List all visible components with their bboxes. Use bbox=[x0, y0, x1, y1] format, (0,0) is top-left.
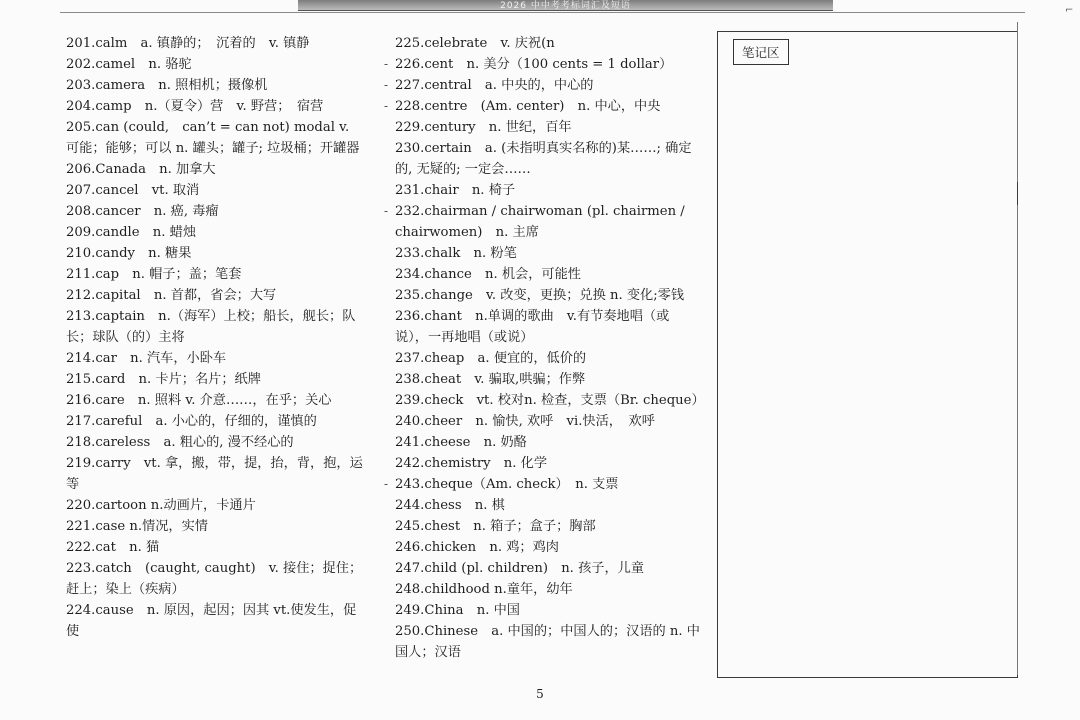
vocab-entry-text: 202.camel n. 骆驼 bbox=[66, 57, 192, 72]
vocab-entry bbox=[395, 579, 700, 600]
vocab-entry bbox=[66, 369, 366, 390]
vocab-entry bbox=[66, 159, 366, 180]
vocab-entry-text: 204.camp n.（夏令）营 v. 野营； 宿营 bbox=[66, 99, 324, 114]
vocab-entry bbox=[66, 600, 366, 642]
vocab-entry bbox=[395, 516, 700, 537]
vocab-entry bbox=[66, 264, 366, 285]
vocab-entry bbox=[395, 138, 700, 180]
vocab-entry-text: 218.careless a. 粗心的, 漫不经心的 bbox=[66, 435, 294, 450]
vocab-entry-text: 225.celebrate v. 庆祝(n bbox=[395, 36, 555, 51]
vocab-entry bbox=[384, 96, 700, 117]
vocab-entry bbox=[66, 306, 366, 348]
vocab-entry bbox=[395, 285, 700, 306]
vocab-entry-text: 229.century n. 世纪，百年 bbox=[395, 120, 572, 135]
vocab-entry-text: 227.central a. 中央的，中心的 bbox=[395, 78, 594, 93]
vocab-entry-text: 234.chance n. 机会，可能性 bbox=[395, 267, 581, 282]
vocab-entry-text: 232.chairman / chairwoman (pl. chairmen / chairwomen) n. 主席 bbox=[395, 204, 685, 240]
vocab-entry-text: 237.cheap a. 便宜的，低价的 bbox=[395, 351, 587, 366]
vocab-entry-text: 217.careful a. 小心的，仔细的，谨慎的 bbox=[66, 414, 317, 429]
vocab-entry-text: 245.chest n. 箱子；盒子；胸部 bbox=[395, 519, 596, 534]
margin-mark: - bbox=[384, 99, 389, 113]
vocab-entry bbox=[66, 495, 366, 516]
vocab-entry-text: 240.cheer n. 愉快, 欢呼 vi.快活， 欢呼 bbox=[395, 414, 655, 429]
vocab-entry bbox=[66, 96, 366, 117]
vocab-entry bbox=[395, 411, 700, 432]
vocab-entry-text: 216.care n. 照料 v. 介意……，在乎；关心 bbox=[66, 393, 332, 408]
vocab-entry-text: 233.chalk n. 粉笔 bbox=[395, 246, 517, 261]
vocab-entry-text: 214.car n. 汽车，小卧车 bbox=[66, 351, 227, 366]
vocab-entry-text: 224.cause n. 原因，起因；因其 vt.使发生，促使 bbox=[66, 603, 357, 639]
vocab-entry-text: 210.candy n. 糖果 bbox=[66, 246, 192, 261]
vocab-entry bbox=[395, 453, 700, 474]
vocab-entry bbox=[66, 537, 366, 558]
vocab-entry-text: 205.can (could, can’t = can not) modal v. 可能；能够；可以 n. 罐头；罐子; 垃圾桶；开罐器 bbox=[66, 120, 360, 156]
vocab-entry-text: 219.carry vt. 拿，搬，带，提，抬，背，抱，运等 bbox=[66, 456, 363, 492]
vocab-entry-text: 213.captain n.（海军）上校；船长，舰长；队长；球队（的）主将 bbox=[66, 309, 356, 345]
vocab-entry bbox=[66, 432, 366, 453]
vocab-entry bbox=[66, 285, 366, 306]
vocab-entry bbox=[395, 264, 700, 285]
middle-vocab-column bbox=[384, 33, 705, 663]
vocab-entry-text: 207.cancel vt. 取消 bbox=[66, 183, 200, 198]
vocab-entry bbox=[66, 243, 366, 264]
vocab-entry-text: 238.cheat v. 骗取,哄骗；作弊 bbox=[395, 372, 586, 387]
margin-mark: - bbox=[384, 78, 389, 92]
vocab-entry-text: 208.cancer n. 癌, 毒瘤 bbox=[66, 204, 219, 219]
vocab-entry-text: 249.China n. 中国 bbox=[395, 603, 520, 618]
vocab-entry bbox=[395, 348, 700, 369]
right-edge-line bbox=[1017, 22, 1018, 182]
corner-mark: ⌐ bbox=[1065, 5, 1074, 16]
vocab-entry-text: 247.child (pl. children) n. 孩子，儿童 bbox=[395, 561, 645, 576]
vocab-entry-text: 223.catch (caught, caught) v. 接住；捉住；赶上；染上（疾病） bbox=[66, 561, 363, 597]
vocab-entry-text: 231.chair n. 椅子 bbox=[395, 183, 516, 198]
vocab-entry bbox=[66, 54, 366, 75]
page-number: 5 bbox=[536, 687, 544, 701]
margin-mark: - bbox=[384, 204, 389, 218]
vocab-entry bbox=[66, 222, 366, 243]
vocab-entry bbox=[66, 558, 366, 600]
vocab-entry bbox=[395, 390, 705, 411]
vocab-entry-text: 201.calm a. 镇静的； 沉着的 v. 镇静 bbox=[66, 36, 310, 51]
vocab-entry bbox=[395, 600, 700, 621]
vocab-entry-text: 226.cent n. 美分（100 cents = 1 dollar） bbox=[395, 57, 673, 72]
top-rule bbox=[60, 12, 1025, 13]
vocab-entry bbox=[384, 201, 700, 243]
vocab-entry bbox=[395, 117, 700, 138]
notes-area bbox=[717, 31, 1018, 678]
vocab-entry bbox=[395, 558, 700, 579]
vocab-entry bbox=[395, 495, 700, 516]
vocab-entry bbox=[66, 453, 366, 495]
vocab-entry bbox=[395, 306, 700, 348]
vocab-entry-text: 250.Chinese a. 中国的；中国人的；汉语的 n. 中国人；汉语 bbox=[395, 624, 700, 660]
vocab-entry-text: 203.camera n. 照相机；摄像机 bbox=[66, 78, 268, 93]
vocab-entry-text: 243.cheque（Am. check） n. 支票 bbox=[395, 477, 619, 492]
vocab-entry-text: 230.certain a. (未指明真实名称的)某……; 确定的, 无疑的; 一定会…… bbox=[395, 141, 692, 177]
vocab-entry-text: 228.centre (Am. center) n. 中心，中央 bbox=[395, 99, 661, 114]
notes-label: 笔记区 bbox=[733, 39, 789, 65]
vocab-entry bbox=[66, 390, 366, 411]
vocab-entry bbox=[384, 474, 700, 495]
right-edge-line bbox=[1017, 205, 1018, 675]
vocab-entry-text: 244.chess n. 棋 bbox=[395, 498, 505, 513]
vocab-entry-text: 241.cheese n. 奶酪 bbox=[395, 435, 527, 450]
left-vocab-column bbox=[66, 33, 366, 642]
vocab-entry bbox=[395, 33, 700, 54]
vocab-entry bbox=[384, 75, 700, 96]
vocab-entry bbox=[66, 411, 366, 432]
header-title: 2026 中中考考标词汇及短语 bbox=[500, 1, 631, 11]
vocab-entry bbox=[384, 54, 700, 75]
vocab-entry-text: 212.capital n. 首都，省会；大写 bbox=[66, 288, 277, 303]
vocab-entry-text: 221.case n.情况，实情 bbox=[66, 519, 208, 534]
vocab-entry bbox=[395, 537, 700, 558]
vocab-entry-text: 235.change v. 改变，更换；兑换 n. 变化;零钱 bbox=[395, 288, 685, 303]
vocab-entry-text: 236.chant n.单调的歌曲 v.有节奏地唱（或说），一再地唱（或说） bbox=[395, 309, 670, 345]
vocab-entry bbox=[66, 75, 366, 96]
vocab-entry-text: 239.check vt. 校对n. 检查，支票（Br. cheque） bbox=[395, 393, 705, 408]
vocab-entry-text: 206.Canada n. 加拿大 bbox=[66, 162, 216, 177]
vocab-entry-text: 209.candle n. 蜡烛 bbox=[66, 225, 197, 240]
header-bar bbox=[298, 0, 833, 11]
vocab-entry bbox=[395, 432, 700, 453]
vocab-entry bbox=[66, 348, 366, 369]
vocab-entry bbox=[66, 516, 366, 537]
vocab-entry-text: 246.chicken n. 鸡；鸡肉 bbox=[395, 540, 559, 555]
vocab-entry bbox=[395, 180, 700, 201]
margin-mark: - bbox=[384, 477, 389, 491]
vocab-entry-text: 211.cap n. 帽子；盖；笔套 bbox=[66, 267, 242, 282]
vocab-entry bbox=[66, 33, 366, 54]
vocab-entry bbox=[66, 201, 366, 222]
vocab-entry-text: 222.cat n. 猫 bbox=[66, 540, 160, 555]
vocab-entry bbox=[395, 243, 700, 264]
vocab-entry bbox=[395, 621, 700, 663]
vocab-entry bbox=[66, 180, 366, 201]
vocab-entry-text: 248.childhood n.童年，幼年 bbox=[395, 582, 573, 597]
margin-mark: - bbox=[384, 57, 389, 71]
vocab-entry bbox=[395, 369, 700, 390]
vocab-entry-text: 220.cartoon n.动画片，卡通片 bbox=[66, 498, 256, 513]
vocab-entry-text: 242.chemistry n. 化学 bbox=[395, 456, 548, 471]
vocab-entry bbox=[66, 117, 366, 159]
vocab-entry-text: 215.card n. 卡片；名片；纸牌 bbox=[66, 372, 261, 387]
